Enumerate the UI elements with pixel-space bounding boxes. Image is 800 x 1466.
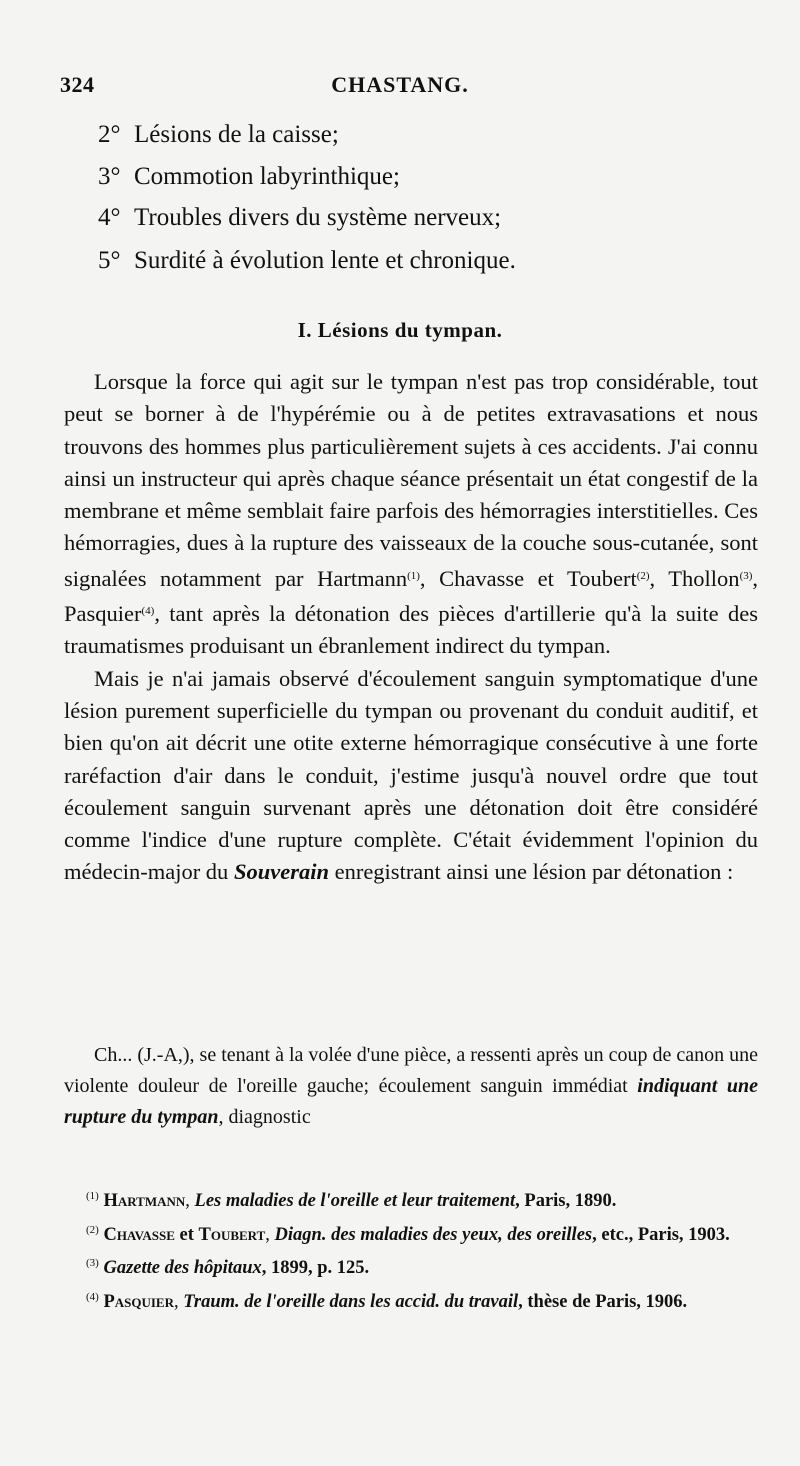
footnote-ref: (3) bbox=[739, 569, 753, 582]
quoted-record bbox=[64, 1040, 758, 1133]
footnote-text: , etc., Paris, 1903. bbox=[592, 1224, 730, 1245]
paragraph-text: Lorsque la force qui agit sur le tympan n'est pas trop considérable, tout peut se borner à de l'hypérémie ou à de petites extravasations et nous trouvons des hommes plus particulièrement sujets à ces accidents. J'ai connu ainsi un instructeur qui après chaque séance présentait un état congestif de la membrane et même semblait faire parfois des hémorragies interstitielles. Ces hémorragies, dues à la rupture des vaisseaux de la couche sous-cutanée, sont signalées notamment par Hartmann bbox=[64, 369, 758, 591]
list-item bbox=[98, 244, 718, 284]
footnote-text: , Paris, 1890. bbox=[515, 1191, 617, 1211]
footnote bbox=[64, 1249, 758, 1283]
footnote-text: , bbox=[265, 1224, 275, 1245]
page-number: 324 bbox=[60, 72, 95, 97]
list-item-text: Lésions de la caisse; bbox=[134, 121, 339, 148]
running-head: CHASTANG. bbox=[331, 72, 469, 97]
list-item-text: Troubles divers du système nerveux; bbox=[134, 204, 502, 231]
footnote-author: Hartmann bbox=[103, 1191, 186, 1211]
paragraph-text: , Pasquier bbox=[64, 565, 759, 627]
footnote-mark: (4) bbox=[86, 1290, 99, 1303]
footnote-author: Pasquier bbox=[103, 1291, 174, 1312]
list-item-number: 5° bbox=[98, 247, 121, 274]
footnote bbox=[64, 1283, 758, 1317]
footnote-author: Toubert bbox=[198, 1224, 266, 1245]
footnote-title: Les maladies de l'oreille et leur traitement bbox=[194, 1191, 516, 1211]
quote-text: Ch... (J.-A,), se tenant à la volée d'une pièce, a ressenti après un coup de canon une violente douleur de l'oreille gauche; écoulement sanguin immédiat bbox=[64, 1044, 758, 1097]
section-title: I. Lésions du tympan. bbox=[297, 318, 503, 342]
footnote-mark: (3) bbox=[86, 1257, 99, 1269]
paragraph-text: enregistrant ainsi une lésion par détonation : bbox=[328, 859, 734, 885]
footnote-text: , 1899, p. 125. bbox=[261, 1258, 370, 1278]
paragraph-text: Mais je n'ai jamais observé d'écoulement sanguin symptomatique d'une lésion purement superficielle du tympan ou provenant du conduit auditif, et bien qu'on ait décrit une otite externe hémorragique consécutive à une forte raréfaction d'air dans le conduit, j'estime jusqu'à nouvel ordre que tout écoulement sanguin survenant après une détonation doit être considéré comme l'indice d'une rupture complète. C'était évidemment l'opinion du médecin-major du bbox=[64, 665, 758, 885]
footnote-text: , bbox=[174, 1291, 184, 1312]
footnote-author: Chavasse bbox=[103, 1224, 175, 1245]
list-item-number: 2° bbox=[98, 121, 121, 148]
footnote-ref: (2) bbox=[636, 569, 650, 582]
footnote bbox=[64, 1182, 758, 1216]
list-item-number: 4° bbox=[98, 204, 121, 231]
footnote-title: Traum. de l'oreille dans les accid. du travail bbox=[183, 1291, 519, 1312]
main-text bbox=[64, 366, 758, 889]
paragraph-text: , tant après la détonation des pièces d'artillerie qu'à la suite des traumatismes produisant un ébranlement indirect du tympan. bbox=[64, 601, 758, 659]
paragraph-text: , Thollon bbox=[649, 565, 740, 591]
footnote-mark: (2) bbox=[86, 1223, 99, 1236]
footnote-text: et bbox=[174, 1224, 199, 1245]
list-item bbox=[98, 118, 718, 158]
list-item bbox=[98, 160, 718, 200]
list-item bbox=[98, 201, 718, 241]
list-item-number: 3° bbox=[98, 163, 121, 190]
paragraph bbox=[64, 663, 758, 889]
quote-italic: indiquant une rupture du tympan bbox=[64, 1075, 758, 1128]
paragraph bbox=[64, 1040, 758, 1133]
list-item-text: Commotion labyrinthique; bbox=[134, 163, 400, 190]
footnote-ref: (4) bbox=[141, 605, 155, 618]
paragraph bbox=[64, 366, 758, 663]
footnote-text: , bbox=[185, 1191, 195, 1211]
footnote-ref: (1) bbox=[407, 569, 420, 582]
footnotes bbox=[64, 1182, 758, 1316]
ship-name: Souverain bbox=[233, 859, 329, 885]
quote-text: , diagnostic bbox=[218, 1106, 311, 1128]
footnote-text: , thèse de Paris, 1906. bbox=[518, 1291, 688, 1312]
footnote-title: Diagn. des maladies des yeux, des oreilles bbox=[274, 1224, 593, 1245]
footnote-title: Gazette des hôpitaux bbox=[103, 1258, 262, 1278]
footnote-mark: (1) bbox=[86, 1190, 99, 1202]
paragraph-text: , Chavasse et Toubert bbox=[419, 565, 637, 591]
list-item-text: Surdité à évolution lente et chronique. bbox=[134, 247, 516, 274]
page-header bbox=[60, 72, 740, 108]
footnote bbox=[64, 1216, 758, 1250]
